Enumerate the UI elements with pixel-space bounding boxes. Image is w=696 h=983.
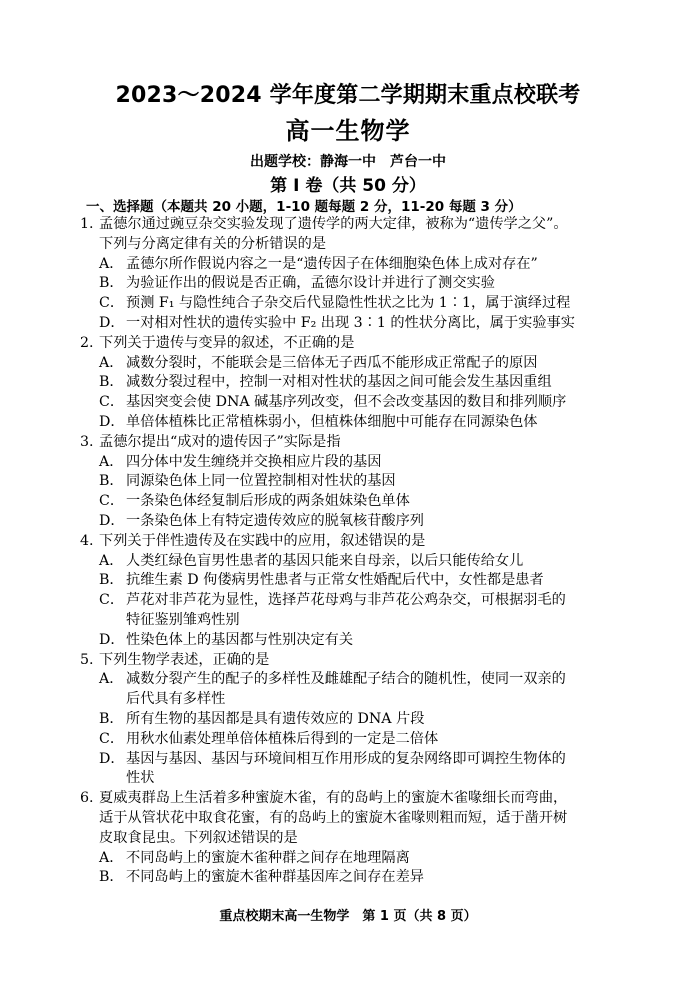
question-number: 5. [80,651,94,668]
question-stem-text: 下列与分离定律有关的分析错误的是 [99,235,327,252]
option-letter: A． [99,255,124,272]
question-number: 4. [80,532,94,549]
subject-title: 高一生物学 [285,117,411,145]
option-text: 预测 F₁ 与隐性纯合子杂交后代显隐性性状之比为 1∶1，属于演绎过程 [126,295,571,312]
option-text: 一条染色体上有特定遗传效应的脱氧核苷酸序列 [126,512,424,529]
question-stem-line [0,334,696,354]
option-text: 芦花对非芦花为显性，选择芦花母鸡与非芦花公鸡杂交，可根据羽毛的 [126,592,566,609]
page-footer: 重点校期末高一生物学 第 1 页（共 8 页） [219,909,477,924]
question-stem-text: 适于从管状花中取食花蜜，有的岛屿上的蜜旋木雀喙则粗而短，适于凿开树 [99,809,568,826]
option-letter: B． [99,869,124,886]
option-line [0,413,696,433]
option-line [0,354,696,374]
option-letter: D． [99,413,125,430]
question-number: 2. [80,334,94,351]
question-block [0,433,696,532]
question-stem-line [0,235,696,255]
option-line [0,849,696,869]
option-text: 同源染色体上同一位置控制相对性状的基因 [126,473,396,490]
question-stem-line [0,433,696,453]
option-text: 不同岛屿上的蜜旋木雀种群基因库之间存在差异 [126,869,424,886]
question-stem-line [0,215,696,235]
option-line [0,868,696,888]
option-text: 基因突变会使 DNA 碱基序列改变，但不会改变基因的数目和排列顺序 [126,394,567,411]
option-text: 不同岛屿上的蜜旋木雀种群之间存在地理隔离 [126,849,410,866]
option-text: 性状 [126,770,155,787]
option-line [0,552,696,572]
option-letter: D． [99,750,125,767]
option-line [0,255,696,275]
option-letter: A． [99,849,124,866]
option-text: 减数分裂过程中，控制一对相对性状的基因之间可能会发生基因重组 [126,374,552,391]
option-letter: A． [99,552,124,569]
exam-title: 2023～2024 学年度第二学期期末重点校联考 [115,83,581,108]
question-number: 6. [80,790,94,807]
option-letter: D． [99,512,125,529]
option-letter: B． [99,572,124,589]
option-line [0,274,696,294]
option-letter: D． [99,631,125,648]
option-line [0,571,696,591]
option-line [0,769,696,789]
option-letter: B． [99,473,124,490]
question-stem-line [0,532,696,552]
question-block [0,532,696,651]
option-letter: A． [99,453,124,470]
option-letter: C． [99,493,125,510]
option-text: 用秋水仙素处理单倍体植株后得到的一定是二倍体 [126,730,439,747]
option-line [0,690,696,710]
option-text: 特征鉴别雏鸡性别 [126,611,240,628]
option-line [0,512,696,532]
volume-heading: 第 Ⅰ 卷（共 50 分） [270,176,426,196]
option-letter: B． [99,710,124,727]
option-letter: A． [99,671,124,688]
option-letter: B． [99,275,124,292]
option-text: 抗维生素 D 佝偻病男性患者与正常女性婚配后代中，女性都是患者 [126,572,544,589]
question-block [0,651,696,790]
question-stem-text: 下列关于伴性遗传及在实践中的应用，叙述错误的是 [99,532,426,549]
option-line [0,294,696,314]
option-letter: C． [99,295,125,312]
question-block [0,334,696,433]
option-letter: A． [99,354,124,371]
question-number: 3. [80,433,94,450]
setter-schools: 出题学校：静海一中 芦台一中 [250,154,446,170]
option-line [0,611,696,631]
option-letter: D． [99,314,125,331]
question-stem-text: 孟德尔通过豌豆杂交实验发现了遗传学的两大定律，被称为“遗传学之父”。 [99,216,568,232]
question-stem-text: 下列生物学表述，正确的是 [99,651,270,668]
option-text: 减数分裂时，不能联会是三倍体无子西瓜不能形成正常配子的原因 [126,354,538,371]
option-line [0,730,696,750]
option-text: 四分体中发生缠绕并交换相应片段的基因 [126,453,382,470]
option-text: 后代具有多样性 [126,691,226,708]
option-line [0,314,696,334]
option-letter: C． [99,394,125,411]
question-stem-text: 孟德尔提出“成对的遗传因子”实际是指 [99,433,341,450]
question-stem-text: 夏威夷群岛上生活着多种蜜旋木雀，有的岛屿上的蜜旋木雀喙细长而弯曲， [99,790,568,807]
question-stem-text: 下列关于遗传与变异的叙述，不正确的是 [99,334,355,351]
option-line [0,710,696,730]
option-line [0,670,696,690]
question-block [0,789,696,888]
question-stem-line [0,829,696,849]
option-letter: B． [99,374,124,391]
option-line [0,591,696,611]
option-line [0,373,696,393]
option-text: 性染色体上的基因都与性别决定有关 [126,631,354,648]
option-text: 一条染色体经复制后形成的两条姐妹染色单体 [126,493,410,510]
option-line [0,750,696,770]
option-line [0,492,696,512]
option-text: 一对相对性状的遗传实验中 F₂ 出现 3∶1 的性状分离比，属于实验事实 [126,314,575,331]
option-letter: C． [99,592,125,609]
section-heading: 一、选择题（本题共 20 小题，1-10 题每题 2 分，11-20 每题 3 分） [86,199,522,215]
question-stem-line [0,789,696,809]
option-letter: C． [99,730,125,747]
option-line [0,393,696,413]
option-text: 所有生物的基因都是具有遗传效应的 DNA 片段 [126,710,425,727]
option-text: 减数分裂产生的配子的多样性及雌雄配子结合的随机性，使同一双亲的 [126,671,566,688]
option-text: 为验证作出的假说是否正确，孟德尔设计并进行了测交实验 [126,275,495,292]
option-text: 单倍体植株比正常植株弱小，但植株体细胞中可能存在同源染色体 [126,413,538,430]
question-stem-text: 皮取食昆虫。下列叙述错误的是 [99,829,298,846]
question-stem-line [0,651,696,671]
question-block [0,215,696,334]
question-stem-line [0,809,696,829]
option-line [0,453,696,473]
question-list [0,215,696,888]
question-number: 1. [80,216,94,232]
option-line [0,472,696,492]
option-text: 基因与基因、基因与环境间相互作用形成的复杂网络即可调控生物体的 [126,750,566,767]
option-line [0,631,696,651]
option-text: 人类红绿色盲男性患者的基因只能来自母亲，以后只能传给女儿 [126,552,524,569]
option-text: 孟德尔所作假说内容之一是“遗传因子在体细胞染色体上成对存在” [126,255,538,272]
